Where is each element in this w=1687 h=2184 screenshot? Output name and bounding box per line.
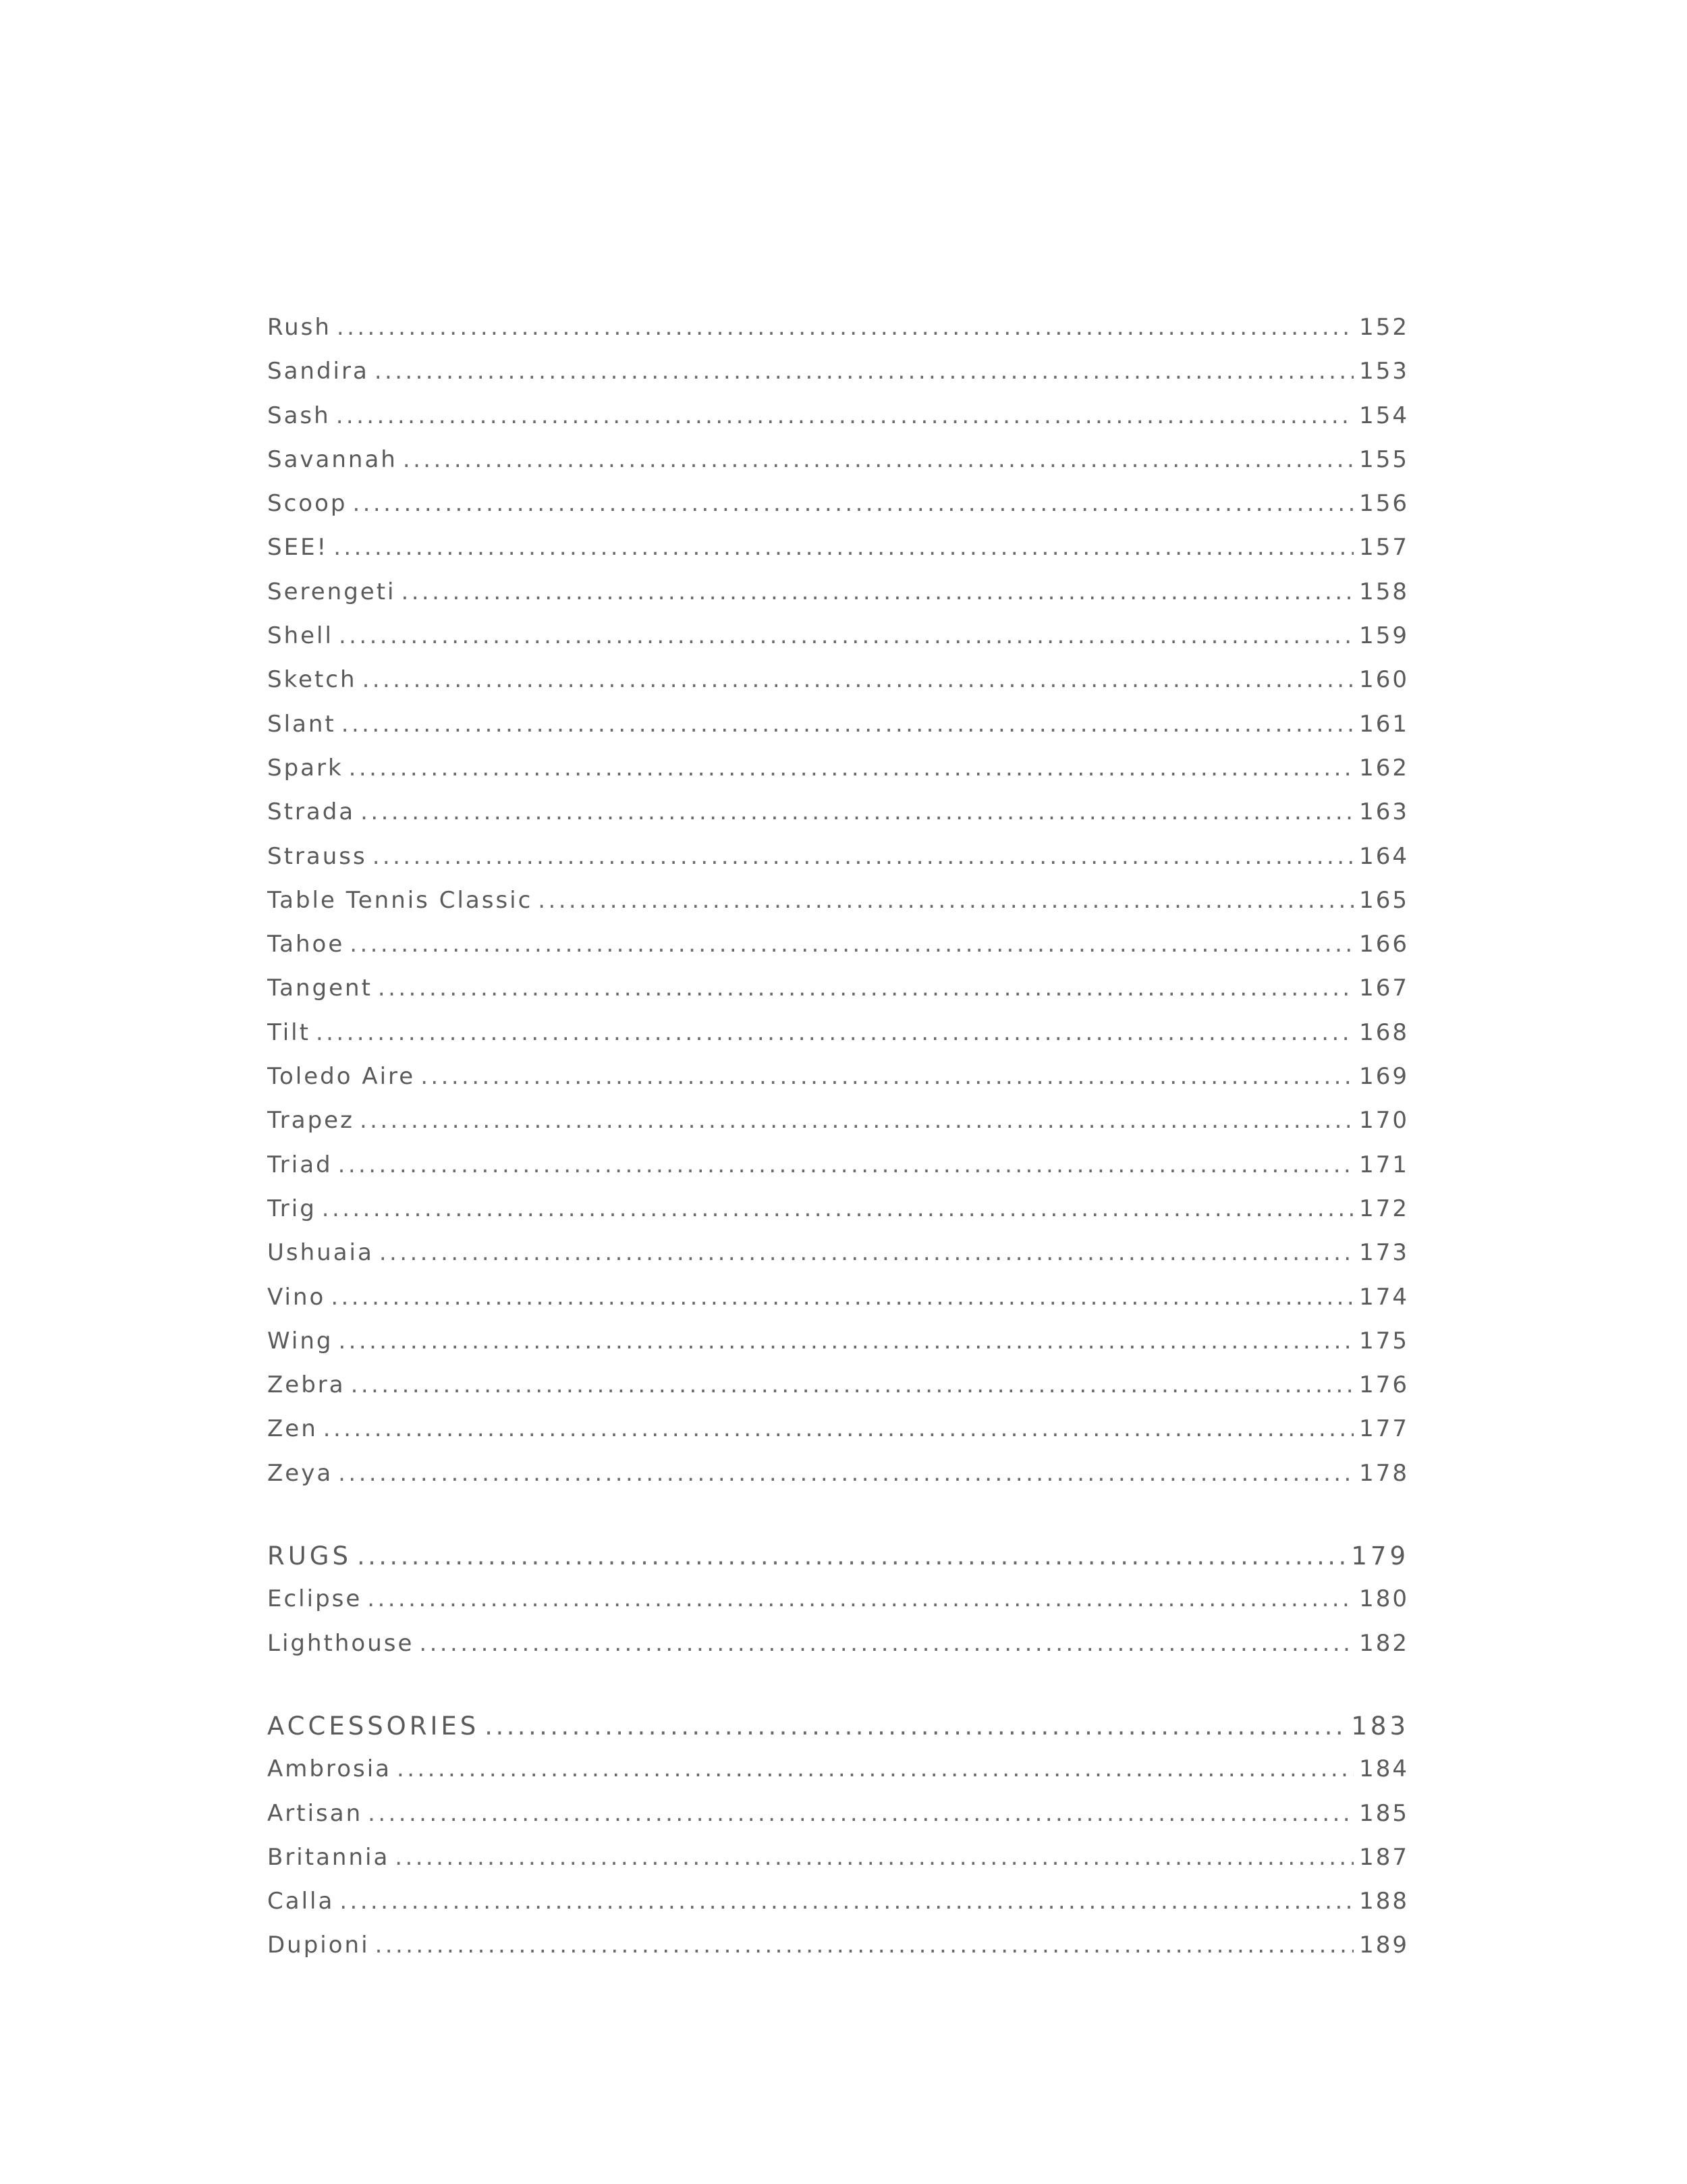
toc-entry-label: Lighthouse — [267, 1629, 414, 1657]
toc-page-number: 152 — [1359, 314, 1409, 341]
dot-leader — [338, 1460, 1354, 1487]
dot-leader — [362, 666, 1354, 693]
dot-leader — [339, 622, 1354, 649]
toc-entry-zen[interactable] — [267, 1415, 1409, 1459]
toc-entry-dupioni[interactable] — [267, 1932, 1409, 1975]
toc-page-number: 180 — [1359, 1585, 1409, 1613]
toc-page-number: 184 — [1359, 1755, 1409, 1783]
toc-entry-artisan[interactable] — [267, 1800, 1409, 1844]
toc-entry-trapez[interactable] — [267, 1107, 1409, 1151]
toc-entry-triad[interactable] — [267, 1151, 1409, 1195]
toc-page-number: 166 — [1359, 931, 1409, 958]
toc-entry-label: Sash — [267, 402, 331, 429]
toc-page-number: 187 — [1359, 1843, 1409, 1871]
toc-entry-lighthouse[interactable] — [267, 1630, 1409, 1674]
toc-entry-sketch[interactable] — [267, 666, 1409, 710]
dot-leader — [352, 490, 1354, 517]
dot-leader — [538, 887, 1354, 914]
toc-entry-label: Sketch — [267, 666, 357, 694]
toc-entry-label: Wing — [267, 1327, 333, 1355]
toc-entry-tahoe[interactable] — [267, 931, 1409, 975]
dot-leader — [338, 1151, 1354, 1178]
toc-page-number: 167 — [1359, 975, 1409, 1002]
toc-entry-toledo-aire[interactable] — [267, 1063, 1409, 1107]
dot-leader — [379, 1239, 1354, 1266]
toc-page-number: 179 — [1351, 1541, 1409, 1571]
toc-page-number: 173 — [1359, 1239, 1409, 1267]
toc-page-number: 162 — [1359, 754, 1409, 782]
toc-section — [267, 1712, 1409, 1976]
dot-leader — [372, 843, 1354, 870]
toc-entry-slant[interactable] — [267, 711, 1409, 755]
dot-leader — [323, 1415, 1354, 1442]
toc-entry-label: Artisan — [267, 1799, 363, 1827]
toc-section-title: ACCESSORIES — [267, 1711, 480, 1741]
dot-leader — [351, 1371, 1354, 1398]
toc-entry-label: Slant — [267, 710, 336, 738]
toc-page-number: 189 — [1359, 1932, 1409, 1959]
toc-section-heading-rugs[interactable] — [267, 1541, 1409, 1585]
toc-entry-label: SEE! — [267, 534, 329, 562]
toc-page-number: 158 — [1359, 578, 1409, 605]
toc-entry-trig[interactable] — [267, 1195, 1409, 1239]
toc-entry-scoop[interactable] — [267, 490, 1409, 534]
toc-entry-savannah[interactable] — [267, 446, 1409, 490]
toc-page-number: 175 — [1359, 1327, 1409, 1355]
toc-page-number: 182 — [1359, 1629, 1409, 1657]
toc-entry-label: Table Tennis Classic — [267, 886, 533, 914]
toc-section — [267, 1541, 1409, 1674]
dot-leader — [331, 1284, 1354, 1311]
toc-entry-label: Ambrosia — [267, 1755, 391, 1783]
toc-entry-sandira[interactable] — [267, 358, 1409, 402]
dot-leader — [349, 755, 1354, 782]
dot-leader — [357, 1541, 1346, 1571]
toc-entry-label: Rush — [267, 314, 331, 341]
toc-entry-calla[interactable] — [267, 1888, 1409, 1932]
toc-entry-label: Triad — [267, 1151, 333, 1178]
toc-entry-label: Shell — [267, 622, 333, 650]
dot-leader — [338, 1328, 1354, 1355]
toc-section-title: RUGS — [267, 1541, 352, 1571]
toc-entry-label: Zeya — [267, 1459, 333, 1487]
dot-leader — [367, 1585, 1354, 1612]
toc-section-heading-accessories[interactable] — [267, 1712, 1409, 1755]
dot-leader — [419, 1630, 1354, 1657]
dot-leader — [375, 1932, 1354, 1959]
toc-entry-label: Scoop — [267, 490, 348, 518]
toc-entry-label: Zen — [267, 1415, 318, 1443]
table-of-contents — [267, 314, 1409, 1976]
dot-leader — [322, 1195, 1354, 1222]
toc-entry-label: Calla — [267, 1888, 335, 1915]
toc-entry-label: Zebra — [267, 1371, 345, 1399]
toc-page-number: 188 — [1359, 1888, 1409, 1915]
dot-leader — [337, 314, 1354, 341]
toc-entry-eclipse[interactable] — [267, 1585, 1409, 1629]
dot-leader — [360, 1107, 1354, 1134]
dot-leader — [375, 358, 1354, 385]
dot-leader — [395, 1844, 1354, 1871]
toc-page-number: 176 — [1359, 1371, 1409, 1399]
dot-leader — [403, 446, 1354, 473]
toc-page-number: 170 — [1359, 1107, 1409, 1135]
dot-leader — [397, 1755, 1354, 1782]
toc-entry-vino[interactable] — [267, 1284, 1409, 1328]
toc-page-number: 185 — [1359, 1799, 1409, 1827]
dot-leader — [378, 975, 1354, 1002]
toc-entry-label: Britannia — [267, 1843, 390, 1871]
toc-page-number: 169 — [1359, 1063, 1409, 1091]
toc-entry-label: Strauss — [267, 842, 367, 870]
dot-leader — [336, 402, 1354, 429]
toc-page-number: 154 — [1359, 402, 1409, 429]
toc-page-number: 160 — [1359, 666, 1409, 694]
toc-page-number: 159 — [1359, 622, 1409, 650]
toc-page-number: 163 — [1359, 798, 1409, 826]
toc-page-number: 183 — [1351, 1711, 1409, 1741]
toc-entry-zebra[interactable] — [267, 1371, 1409, 1415]
toc-entry-label: Vino — [267, 1283, 326, 1311]
toc-page-number: 178 — [1359, 1459, 1409, 1487]
dot-leader — [350, 931, 1354, 958]
toc-entry-label: Spark — [267, 754, 343, 782]
dot-leader — [368, 1800, 1354, 1827]
toc-page-number: 168 — [1359, 1018, 1409, 1046]
toc-entry-wing[interactable] — [267, 1328, 1409, 1371]
toc-entry-shell[interactable] — [267, 622, 1409, 666]
toc-page-number: 177 — [1359, 1415, 1409, 1443]
dot-leader — [401, 578, 1354, 605]
dot-leader — [339, 1888, 1354, 1915]
toc-entry-label: Savannah — [267, 445, 397, 473]
toc-entry-label: Tilt — [267, 1018, 310, 1046]
toc-page-number: 161 — [1359, 710, 1409, 738]
dot-leader — [333, 534, 1354, 561]
toc-entry-serengeti[interactable] — [267, 578, 1409, 622]
toc-entry-label: Tahoe — [267, 931, 345, 958]
dot-leader — [341, 711, 1354, 738]
toc-entry-label: Trapez — [267, 1107, 354, 1135]
toc-page-number: 165 — [1359, 886, 1409, 914]
toc-entry-strada[interactable] — [267, 798, 1409, 842]
toc-entry-label: Strada — [267, 798, 356, 826]
toc-entry-label: Trig — [267, 1195, 316, 1222]
dot-leader — [316, 1019, 1354, 1046]
toc-entry-label: Dupioni — [267, 1932, 370, 1959]
toc-page-number: 157 — [1359, 534, 1409, 562]
toc-page-number: 155 — [1359, 445, 1409, 473]
toc-entry-britannia[interactable] — [267, 1844, 1409, 1888]
toc-entry-ushuaia[interactable] — [267, 1239, 1409, 1283]
toc-entry-table-tennis-classic[interactable] — [267, 887, 1409, 931]
toc-page-number: 164 — [1359, 842, 1409, 870]
section-spacer — [267, 1674, 1409, 1712]
toc-entry-strauss[interactable] — [267, 843, 1409, 887]
section-spacer — [267, 1504, 1409, 1541]
toc-entry-zeya[interactable] — [267, 1460, 1409, 1504]
toc-entry-sash[interactable] — [267, 402, 1409, 446]
toc-page-number: 171 — [1359, 1151, 1409, 1178]
toc-entry-see[interactable] — [267, 534, 1409, 578]
toc-entry-ambrosia[interactable] — [267, 1755, 1409, 1799]
toc-entry-label: Eclipse — [267, 1585, 362, 1613]
toc-entry-label: Sandira — [267, 358, 369, 385]
toc-entry-label: Serengeti — [267, 578, 396, 605]
toc-page-number: 174 — [1359, 1283, 1409, 1311]
toc-page-number: 172 — [1359, 1195, 1409, 1222]
toc-entry-tilt[interactable] — [267, 1019, 1409, 1063]
toc-entry-label: Toledo Aire — [267, 1063, 416, 1091]
toc-entry-label: Tangent — [267, 975, 372, 1002]
toc-entry-rush[interactable] — [267, 314, 1409, 358]
dot-leader — [420, 1063, 1354, 1090]
toc-section — [267, 314, 1409, 1504]
toc-page-number: 153 — [1359, 358, 1409, 385]
toc-page-number: 156 — [1359, 490, 1409, 518]
toc-entry-label: Ushuaia — [267, 1239, 374, 1267]
toc-entry-tangent[interactable] — [267, 975, 1409, 1018]
toc-entry-spark[interactable] — [267, 755, 1409, 798]
dot-leader — [360, 798, 1354, 825]
dot-leader — [485, 1712, 1346, 1741]
